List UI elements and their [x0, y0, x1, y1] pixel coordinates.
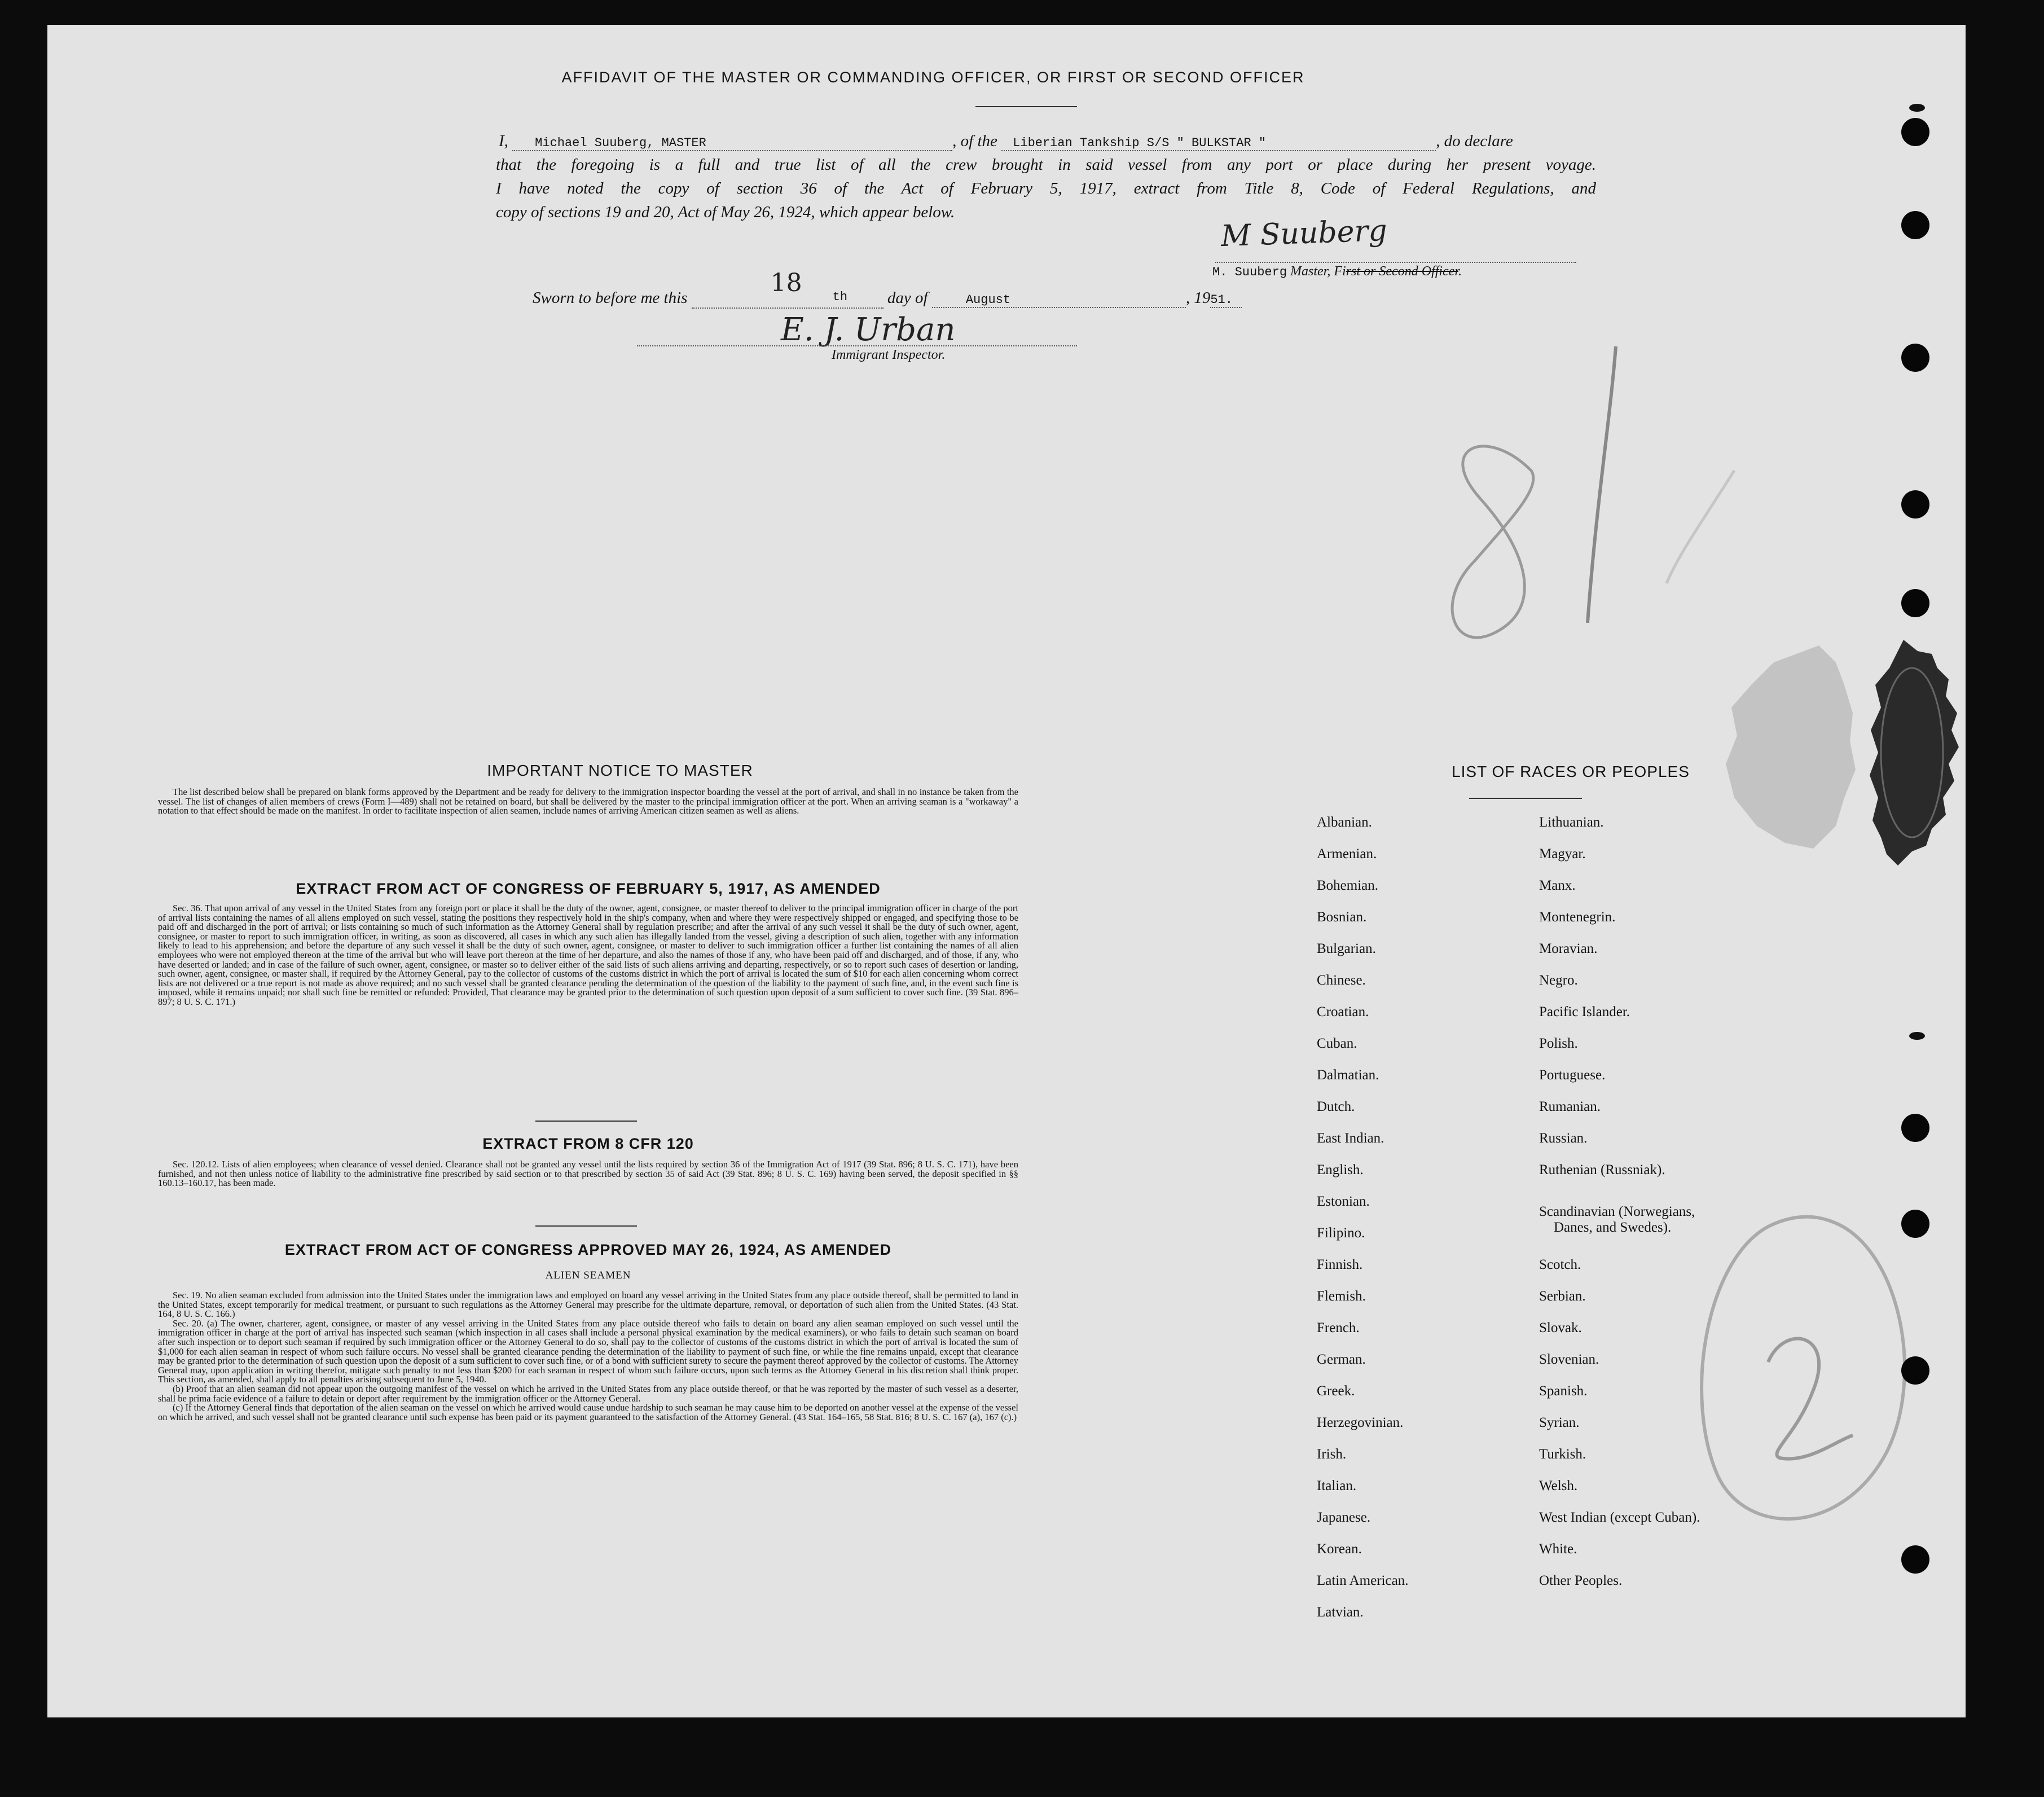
sec-20b: (b) Proof that an alien seaman did not appear upon the outgoing manifest of the vessel on which he arrived in the United States from any place outside thereof, or that he was reported by the master of such vessel as a deserter, shall be prima facie evidence of a failure to detain or deport after requirement by the immigration officer or the Attorney General.: [158, 1383, 1018, 1404]
punch-hole: [1901, 589, 1929, 617]
race-item: Lithuanian.: [1539, 815, 1604, 830]
race-item: Ruthenian (Russniak).: [1539, 1162, 1665, 1178]
race-item: Chinese.: [1317, 973, 1366, 988]
affidavit-title: AFFIDAVIT OF THE MASTER OR COMMANDING OFFICER, OR FIRST OR SECOND OFFICER: [561, 69, 1305, 86]
signer-typed-name: M. Suuberg: [1212, 265, 1287, 279]
race-item: Finnish.: [1317, 1257, 1363, 1272]
notice-body: The list described below shall be prepared on blank forms approved by the Department and be ready for delivery to the immigration inspector boarding the vessel at the port of arrival, and shall in no instance be taken from the vessel. The list of changes of alien members of crews (Form I—489) shall not be retained on board, but shall be delivered by the master to the principal immigration officer at the port. When an arriving seaman is a "workaway" a notation to that effect should be made on the manifest. In order to facilitate inspection of alien seamen, include names of arriving American citizen seamen as well as aliens.: [158, 787, 1018, 816]
races-rule: [1469, 798, 1582, 799]
race-item: Rumanian.: [1539, 1099, 1601, 1114]
punch-hole: [1901, 1545, 1929, 1574]
punch-hole: [1901, 211, 1929, 239]
signer-role-struck: rst or Second Officer: [1346, 264, 1459, 279]
document-page: [47, 25, 1966, 1717]
race-item: French.: [1317, 1320, 1360, 1335]
affidavit-line-2: that the foregoing is a full and true list of all the crew brought in said vessel from any port or place during her present voyage.: [496, 156, 1596, 174]
sworn-month: August: [932, 293, 1186, 308]
race-item: Moravian.: [1539, 941, 1598, 956]
race-item: Cuban.: [1317, 1036, 1357, 1051]
sworn-day: 18: [770, 269, 802, 297]
sworn-day-field: [692, 269, 883, 309]
extract-1917-title: EXTRACT FROM ACT OF CONGRESS OF FEBRUARY 5, 1917, AS AMENDED: [296, 880, 881, 897]
race-item: Other Peoples.: [1539, 1573, 1623, 1588]
race-item: East Indian.: [1317, 1131, 1384, 1146]
race-item: Flemish.: [1317, 1289, 1366, 1304]
race-item: Scotch.: [1539, 1257, 1581, 1272]
affidavit-line-3: I have noted the copy of section 36 of the Act of February 5, 1917, extract from Title 8, Code of Federal Regulations, and: [496, 179, 1596, 197]
extract-1924-body: [158, 1291, 1018, 1422]
notary-seal: [1864, 634, 1960, 871]
race-item: Bulgarian.: [1317, 941, 1376, 956]
race-item: Japanese.: [1317, 1510, 1371, 1525]
notice-title: IMPORTANT NOTICE TO MASTER: [487, 762, 753, 779]
signature-dotted-line: [1215, 262, 1576, 263]
race-item: West Indian (except Cuban).: [1539, 1510, 1700, 1525]
punch-hole: [1901, 344, 1929, 372]
race-item: Syrian.: [1539, 1415, 1580, 1430]
punch-hole: [1901, 1114, 1929, 1142]
race-item: Armenian.: [1317, 846, 1377, 862]
vessel-name: Liberian Tankship S/S " BULKSTAR ": [1001, 136, 1436, 151]
race-item: Latvian.: [1317, 1605, 1364, 1620]
punch-hole: [1901, 118, 1929, 146]
punch-hole: [1901, 1210, 1929, 1238]
extract-cfr-rule: [535, 1225, 637, 1227]
race-item: Greek.: [1317, 1383, 1355, 1399]
punch-hole: [1901, 490, 1929, 519]
races-title: LIST OF RACES OR PEOPLES: [1452, 763, 1690, 780]
title-rule: [975, 106, 1077, 107]
pencil-figure-8: [1452, 446, 1533, 638]
race-item: Slovenian.: [1539, 1352, 1599, 1367]
sworn-line: [533, 269, 1242, 309]
embossed-seal: [1723, 640, 1858, 854]
race-item: Bosnian.: [1317, 910, 1367, 925]
race-item: Croatian.: [1317, 1004, 1369, 1020]
race-item: Filipino.: [1317, 1225, 1365, 1241]
race-item: Slovak.: [1539, 1320, 1582, 1335]
affidavit-line-1: [499, 132, 1513, 151]
sec-20a: Sec. 20. (a) The owner, charterer, agent, consignee, or master of any vessel arriving in the United States from any place outside thereof who fails to detain on board any alien seaman employed on such vessel until the immigration officer in charge at the port of arrival has inspected such seaman (which inspection in all cases shall include a personal physical examination by the medical examiners), or who fails to detain such seaman on board after such inspection or to deport such seaman if required by such immigration officer or the Attorney General to do so, shall pay to the collector of customs of the customs district in which the port of arrival is located the sum of $1,000 for each alien seaman in respect of whom such failure occurs. No vessel shall be granted clearance pending the determination of the liability to payment of such fine, or while the fine remains unpaid, except that clearance may be granted prior to the determination of such question upon the deposit of a sum sufficient to cover such fine, or of a bond with sufficient surety to secure the payment thereof approved by the collector of customs. The Attorney General may, upon application in writing therefor, mitigate such penalty to not less than $200 for each seaman in respect of whom such failure occurs, upon such terms as the Attorney General in his discretion shall think proper. This section, as amended, shall apply to all penalties arising subsequent to June 5, 1940.: [158, 1317, 1018, 1385]
race-item: Polish.: [1539, 1036, 1578, 1051]
race-item: Pacific Islander.: [1539, 1004, 1630, 1020]
race-item: Negro.: [1539, 973, 1578, 988]
race-item: Estonian.: [1317, 1194, 1370, 1209]
of-the-label: , of the: [952, 132, 997, 150]
pencil-stroke-1: [1588, 346, 1616, 623]
race-item: Montenegrin.: [1539, 910, 1616, 925]
master-name: Michael Suuberg, MASTER: [512, 136, 952, 151]
race-item: Welsh.: [1539, 1478, 1578, 1493]
inspector-signature: E. J. Urban: [781, 311, 956, 348]
signer-role-suffix: .: [1458, 264, 1462, 279]
race-item: Irish.: [1317, 1447, 1347, 1462]
extract-1917-rule: [535, 1121, 637, 1122]
punch-hole: [1909, 1032, 1925, 1040]
affidavit-line-4: copy of sections 19 and 20, Act of May 26, 1924, which appear below.: [496, 203, 955, 221]
race-item: Magyar.: [1539, 846, 1586, 862]
race-item: German.: [1317, 1352, 1366, 1367]
race-item: Portuguese.: [1539, 1067, 1606, 1083]
race-item: Serbian.: [1539, 1289, 1586, 1304]
race-item: Danes, and Swedes).: [1554, 1220, 1672, 1235]
race-item: Turkish.: [1539, 1447, 1586, 1462]
race-item: Herzegovinian.: [1317, 1415, 1404, 1430]
day-of-label: day of: [887, 289, 928, 307]
race-item: Bohemian.: [1317, 878, 1379, 893]
sworn-day-suffix: th: [832, 290, 848, 304]
extract-1924-title: EXTRACT FROM ACT OF CONGRESS APPROVED MAY 26, 1924, AS AMENDED: [284, 1241, 892, 1258]
race-item: English.: [1317, 1162, 1364, 1178]
race-item: Scandinavian (Norwegians,: [1539, 1204, 1695, 1219]
extract-1917-body: Sec. 36. That upon arrival of any vessel in the United States from any foreign port or place it shall be the duty of the owner, agent, consignee, or master thereof to deliver to the principal immigration officer in charge of the port of arrival lists containing the names of all aliens employed on such vessel, stating the positions they respectively hold in the ship's company, when and where they were respectively shipped or engaged, and specifying those to be paid off and discharged in the port of arrival; or lists containing so much of such information as the Attorney General shall by regulation prescribe; and after the arrival of any such vessel it shall be the duty of such owner, agent, consignee, or master to report to such immigration officer, in writing, as soon as discovered, all cases in which any such alien has illegally landed from the vessel, giving a description of such alien, together with any information likely to lead to his apprehension; and before the departure of any such vessel it shall be the duty of such owner, agent, consignee, or master to deliver to such immigration officer a further list containing the names of all alien employees who were not employed thereon at the time of the arrival but who will leave port thereon at the time of her departure, and also the names of those if any, who have been paid off and discharged, and of those, if any, who have deserted or landed; and in case of the failure of such owner, agent, consignee, or master so to deliver either of the said lists of such aliens arriving and departing, respectively, or so to report such cases of desertion or landing, such owner, agent, consignee, or master shall, if required by the Attorney General, pay to the collector of customs of the customs district in which the port of arrival is located the sum of $10 for each alien concerning whom correct lists are not delivered or a true report is not made as above required; and no such vessel shall be granted clearance pending the determination of the question of the liability to the payment of such fine, and, in the event such fine is imposed, while it remains unpaid; nor shall such fine be remitted or refunded: Provided, That clearance may be granted prior to the determination of such question upon deposit of a sum sufficient to cover such fine. (39 Stat. 896–897; 8 U. S. C. 171.): [158, 903, 1018, 1007]
extract-cfr-title: EXTRACT FROM 8 CFR 120: [482, 1135, 694, 1152]
punch-hole: [1901, 1356, 1929, 1385]
i-label: I,: [499, 132, 508, 150]
sworn-label: Sworn to before me this: [533, 289, 688, 307]
race-item: Korean.: [1317, 1541, 1362, 1557]
sec-20c: (c) If the Attorney General finds that deportation of the alien seaman on the vessel on which he arrived would cause undue hardship to such seaman he may cause him to be deported on another vessel at the expense of the vessel on which he arrived, and such vessel shall not be granted clearance until such expense has been paid or its payment guaranteed to the satisfaction of the Attorney General. (43 Stat. 164–165, 58 Stat. 816; 8 U. S. C. 167 (a), 167 (c).): [158, 1402, 1018, 1422]
race-item: Russian.: [1539, 1131, 1588, 1146]
do-declare-label: , do declare: [1436, 132, 1513, 150]
race-item: Italian.: [1317, 1478, 1357, 1493]
pencil-circled-number: [1672, 1210, 1943, 1548]
race-item: White.: [1539, 1541, 1577, 1557]
signer-role: Master, Fi: [1290, 264, 1346, 279]
race-item: Spanish.: [1539, 1383, 1588, 1399]
race-item: Dutch.: [1317, 1099, 1355, 1114]
year-suffix: 51.: [1210, 293, 1242, 308]
race-item: Albanian.: [1317, 815, 1372, 830]
punch-hole: [1909, 104, 1925, 112]
pencil-stroke-2: [1667, 471, 1734, 583]
master-signature: M Suuberg: [1220, 213, 1388, 254]
inspector-label: Immigrant Inspector.: [832, 348, 946, 362]
signer-block: [1212, 264, 1462, 279]
extract-1924-subtitle: ALIEN SEAMEN: [545, 1269, 631, 1281]
inspector-dotted-line: [637, 345, 1077, 346]
year-prefix: , 19: [1185, 289, 1211, 307]
extract-cfr-body: Sec. 120.12. Lists of alien employees; when clearance of vessel denied. Clearance shall not be granted any vessel until the lists required by section 36 of the Immigration Act of 1917 (39 Stat. 896; 8 U. S. C. 171), have been furnished, and not then unless notice of liability to the administrative fine prescribed by said section or to that prescribed by section 35 of said Act (39 Stat. 896; 8 U. S. C. 169) having been served, the deposit specified in §§ 160.13–160.17, has been made.: [158, 1159, 1018, 1189]
race-item: Dalmatian.: [1317, 1067, 1379, 1083]
race-item: Latin American.: [1317, 1573, 1409, 1588]
sec-19: Sec. 19. No alien seaman excluded from admission into the United States under the immigration laws and employed on board any vessel arriving in the United States from any place outside thereof, shall be permitted to land in the United States, except temporarily for medical treatment, or pursuant to such regulations as the Attorney General may prescribe for the ultimate departure, removal, or deportation of such alien from the United States. (43 Stat. 164, 8 U. S. C. 166.): [158, 1290, 1018, 1320]
race-item: Manx.: [1539, 878, 1576, 893]
